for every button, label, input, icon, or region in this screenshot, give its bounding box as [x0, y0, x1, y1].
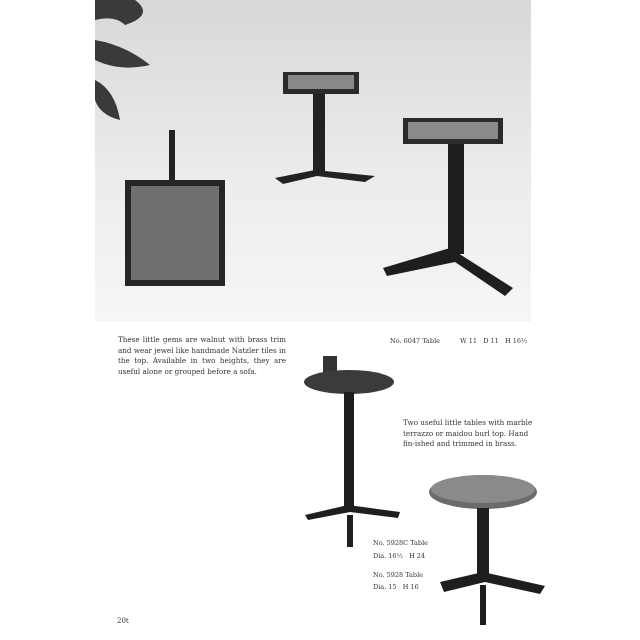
spec-6047-model: No. 6047 Table: [390, 337, 441, 345]
spec-5928-model: No. 5928 Table: [373, 571, 424, 579]
table-5928c: [304, 356, 400, 547]
spec-5928c-model: No. 5928C Table: [373, 539, 428, 547]
spec-5928c-dims: Dia. 16½ H 24: [373, 552, 426, 560]
top-caption: These little gems are walnut with brass trim and wear jewel like handmade Natzler tiles in the top. Available in two heights, they are useful alone or grouped before a sofa.: [118, 335, 286, 376]
spec-5928-dims: Dia. 15 H 16: [373, 583, 419, 591]
spec-6047-dims: W 11 D 11 H 16½: [460, 337, 528, 345]
page-number: 20t: [117, 617, 129, 625]
table-5928: [429, 475, 545, 625]
bottom-caption: Two useful little tables with marble terrazzo or maidou burl top. Hand fin-ished and trimmed in brass.: [403, 418, 533, 448]
